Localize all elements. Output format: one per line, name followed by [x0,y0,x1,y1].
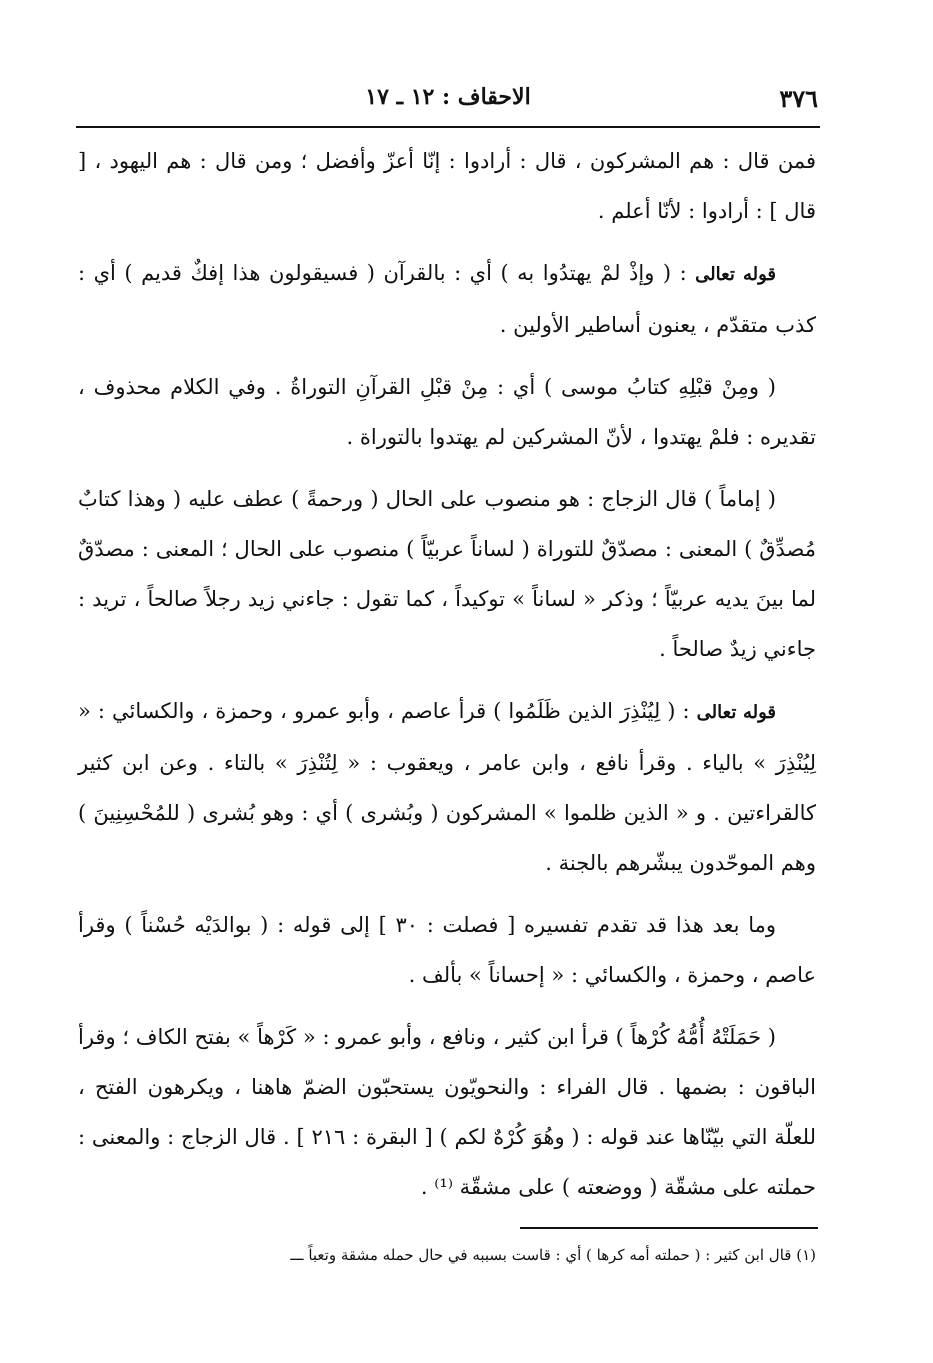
header-rule [76,126,820,128]
paragraph [78,900,816,1000]
paragraph-text: ( إماماً ) قال الزجاج : هو منصوب على الحال ( ورحمةً ) عطف عليه ( وهذا كتابٌ مُصدِّقٌ ) المعنى : مصدّقٌ للتوراة ( لساناً عربيّاً ) منصوب على الحال ؛ المعنى : مصدّقٌ لما بينَ يديه عربيّاً ؛ وذكر « لساناً » توكيداً ، كما تقول : جاءني زيد رجلاً صالحاً ، تريد : جاءني زيدٌ صالحاً . [78,487,816,661]
paragraph-lead: قوله تعالى [695,264,776,285]
paragraph-text: فمن قال : هم المشركون ، قال : أرادوا : إنّا أعزّ وأفضل ؛ ومن قال : هم اليهود ، [ قال ] : أرادوا : لأنّا أعلم . [78,149,816,223]
paragraph-text: : ( وإذْ لمْ يهتدُوا به ) أي : بالقرآن ( فسيقولون هذا إفكٌ قديم ) أي : كذب متقدّم ، يعنون أساطير الأولين . [78,261,816,337]
page-header [78,84,818,120]
paragraph-text: وما بعد هذا قد تقدم تفسيره [ فصلت : ٣٠ ] إلى قوله : ( بوالدَيْه حُسْناً ) وقرأ عاصم ، وحمزة ، والكسائي : « إحساناً » بألف . [78,913,816,987]
footnote [78,1240,816,1270]
paragraph-text: ( حَمَلَتْهُ أُمُّهُ كُرْهاً ) قرأ ابن كثير ، ونافع ، وأبو عمرو : « كَرْهاً » بفتح الكاف ؛ وقرأ الباقون : بضمها . قال الفراء : والنحويّون يستحبّون الضمّ هاهنا ، ويكرهون الفتح ، للعلّة التي بيّنّاها عند قوله : ( وهُوَ كُرْهٌ لكم ) [ البقرة : ٢١٦ ] . قال الزجاج : والمعنى : حملته على مشقّة ( ووضعته ) على مشقّة ⁽¹⁾ . [78,1025,816,1199]
paragraph [78,474,816,674]
paragraph-text: : ( لِيُنْذِرَ الذين ظَلَمُوا ) قرأ عاصم ، وأبو عمرو ، وحمزة ، والكسائي : « لِيُنْذِرَ » بالياء . وقرأ نافع ، وابن عامر ، ويعقوب : « لِتُنْذِرَ » بالتاء . وعن ابن كثير كالقراءتين . و « الذين ظلموا » المشركون ( وبُشرى ) أي : وهو بُشرى ( للمُحْسِنِينَ ) وهم الموحّدون يبشّرهم بالجنة . [78,699,816,875]
running-title: الاحقاف : ١٢ ـ ١٧ [365,84,531,110]
footnote-text: (١) قال ابن كثير : ( حملته أمه كرها ) أي : قاست بسببه في حال حمله مشقة وتعباً ـــ [290,1246,816,1264]
paragraph [78,248,816,350]
paragraph-lead: قوله تعالى [696,702,776,723]
body-text [78,136,816,1224]
paragraph [78,362,816,462]
page-number: ٣٧٦ [779,84,818,113]
paragraph [78,686,816,888]
paragraph-text: ( ومِنْ قبْلِهِ كتابُ موسى ) أي : مِنْ قبْلِ القرآنِ التوراةُ . وفي الكلام محذوف ، تقديره : فلمْ يهتدوا ، لأنّ المشركين لم يهتدوا بالتوراة . [78,375,816,449]
paragraph [78,136,816,236]
footnote-rule [520,1227,818,1229]
paragraph [78,1012,816,1212]
